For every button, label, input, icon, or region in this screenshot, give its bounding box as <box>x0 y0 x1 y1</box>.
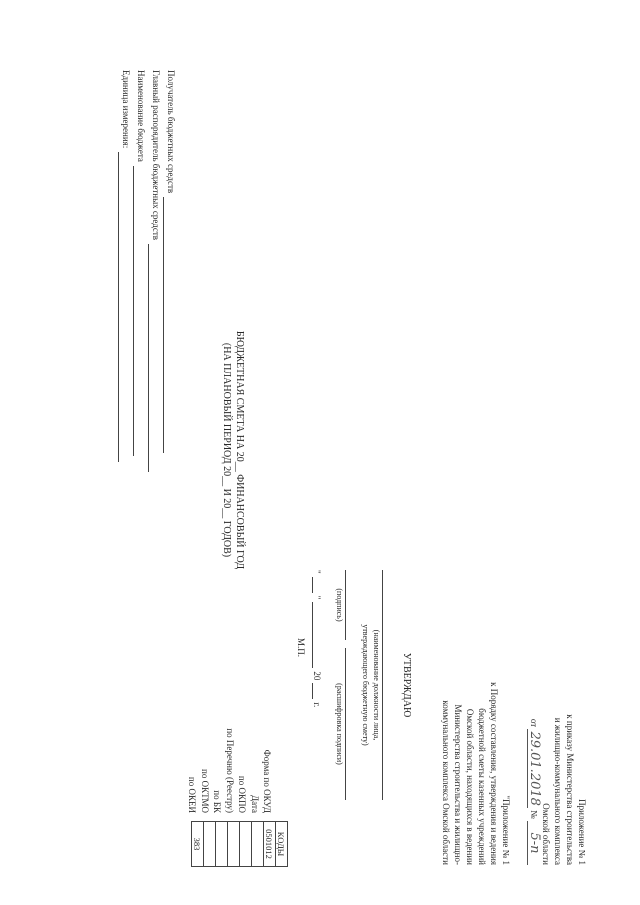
appendix-2-line-4: Омской области, находящихся в ведении <box>465 708 475 865</box>
signature-caption: (подпись) <box>335 588 344 622</box>
codes-table <box>191 821 288 867</box>
unit-field <box>118 70 133 472</box>
code-value-okpo <box>240 822 252 867</box>
recipient-line <box>163 197 174 453</box>
approval-date-row <box>312 570 322 800</box>
unit-line <box>118 152 129 462</box>
budget-name-field <box>133 70 148 472</box>
unit-label: Единица измерения: <box>121 70 131 149</box>
stamp-mark: М.П. <box>296 638 306 658</box>
decode-slot <box>334 648 346 800</box>
codes-labels <box>186 728 286 813</box>
code-value-okud: 0501012 <box>264 822 276 867</box>
main-manager-line <box>148 244 159 472</box>
code-label-date: Дата <box>250 795 260 813</box>
appendix-1-line-3: и жилищно-коммунального комплекса <box>553 717 563 865</box>
code-value-registry <box>228 822 240 867</box>
appendix-2-line-1: "Приложение № 1 <box>501 795 511 865</box>
decode-line <box>345 648 346 800</box>
budget-name-label: Наименование бюджета <box>136 70 146 162</box>
signature-row <box>334 570 346 800</box>
day-blank <box>312 577 313 593</box>
document-title <box>220 250 246 650</box>
code-label-registry: по Перечню (Реестру) <box>225 728 235 813</box>
approval-block <box>296 570 412 800</box>
year-suffix: г. <box>312 702 322 708</box>
appendix-2-line-5: Министерства строительства и жилищно- <box>453 704 463 865</box>
appendix-2-line-3: бюджетной сметы казенных учреждений <box>477 708 487 865</box>
code-value-okei: 383 <box>192 822 204 867</box>
signature-line <box>345 570 346 640</box>
code-value-date <box>252 822 264 867</box>
year-prefix: 20 <box>312 671 322 681</box>
code-value-bk <box>216 822 228 867</box>
approval-title: УТВЕРЖДАЮ <box>401 652 412 718</box>
appendix-1-line-4: Омской области <box>541 803 551 865</box>
code-label-bk: по БК <box>212 790 223 813</box>
recipient-field <box>163 70 178 472</box>
position-line <box>382 570 383 800</box>
appendix-1-line-1: Приложение № 1 <box>577 799 587 865</box>
codes-header: КОДЫ <box>276 822 288 867</box>
code-label-oktmo: по ОКТМО <box>200 769 210 813</box>
appendix-1-header <box>527 714 588 865</box>
appendix-1-date-number <box>527 714 540 865</box>
year-blank <box>312 683 313 699</box>
handwritten-date: 29.01.2018 <box>527 731 542 806</box>
date-close-quote: " <box>312 595 322 600</box>
document-title-line-1: БЮДЖЕТНАЯ СМЕТА НА 20__ ФИНАНСОВЫЙ ГОД <box>234 330 245 570</box>
code-label-okud: Форма по ОКУД <box>262 749 273 813</box>
code-value-oktmo <box>204 822 216 867</box>
appendix-2-line-6: коммунального комплекса Омской области <box>441 700 451 865</box>
position-caption-1: (наименование должности лица, <box>372 629 381 741</box>
date-open-quote: " <box>312 570 322 574</box>
recipient-label: Получатель бюджетных средств <box>166 70 176 194</box>
number-prefix: № <box>529 810 539 819</box>
code-label-okei: по ОКЕИ <box>187 776 198 813</box>
position-caption-2: утверждающего бюджетную смету) <box>361 624 370 746</box>
appendix-2-header <box>440 682 512 865</box>
appendix-2-line-2: к Порядку составления, утверждения и ведения <box>489 682 499 865</box>
handwritten-number: 5-п <box>527 821 540 865</box>
date-prefix: от <box>529 718 539 728</box>
code-label-okpo: по ОКПО <box>237 775 248 813</box>
main-manager-label: Главный распорядитель бюджетных средств <box>151 70 161 240</box>
appendix-1-line-2: к приказу Министерства строительства <box>565 714 575 865</box>
month-blank <box>312 602 313 668</box>
header-fields <box>118 70 178 472</box>
budget-name-line <box>133 166 144 456</box>
document-title-line-2: (НА ПЛАНОВЫЙ ПЕРИОД 20__ И 20__ ГОДОВ) <box>221 342 232 558</box>
signature-slot <box>334 570 346 640</box>
decode-caption: (расшифровка подписи) <box>335 683 344 765</box>
main-manager-field <box>148 70 163 472</box>
